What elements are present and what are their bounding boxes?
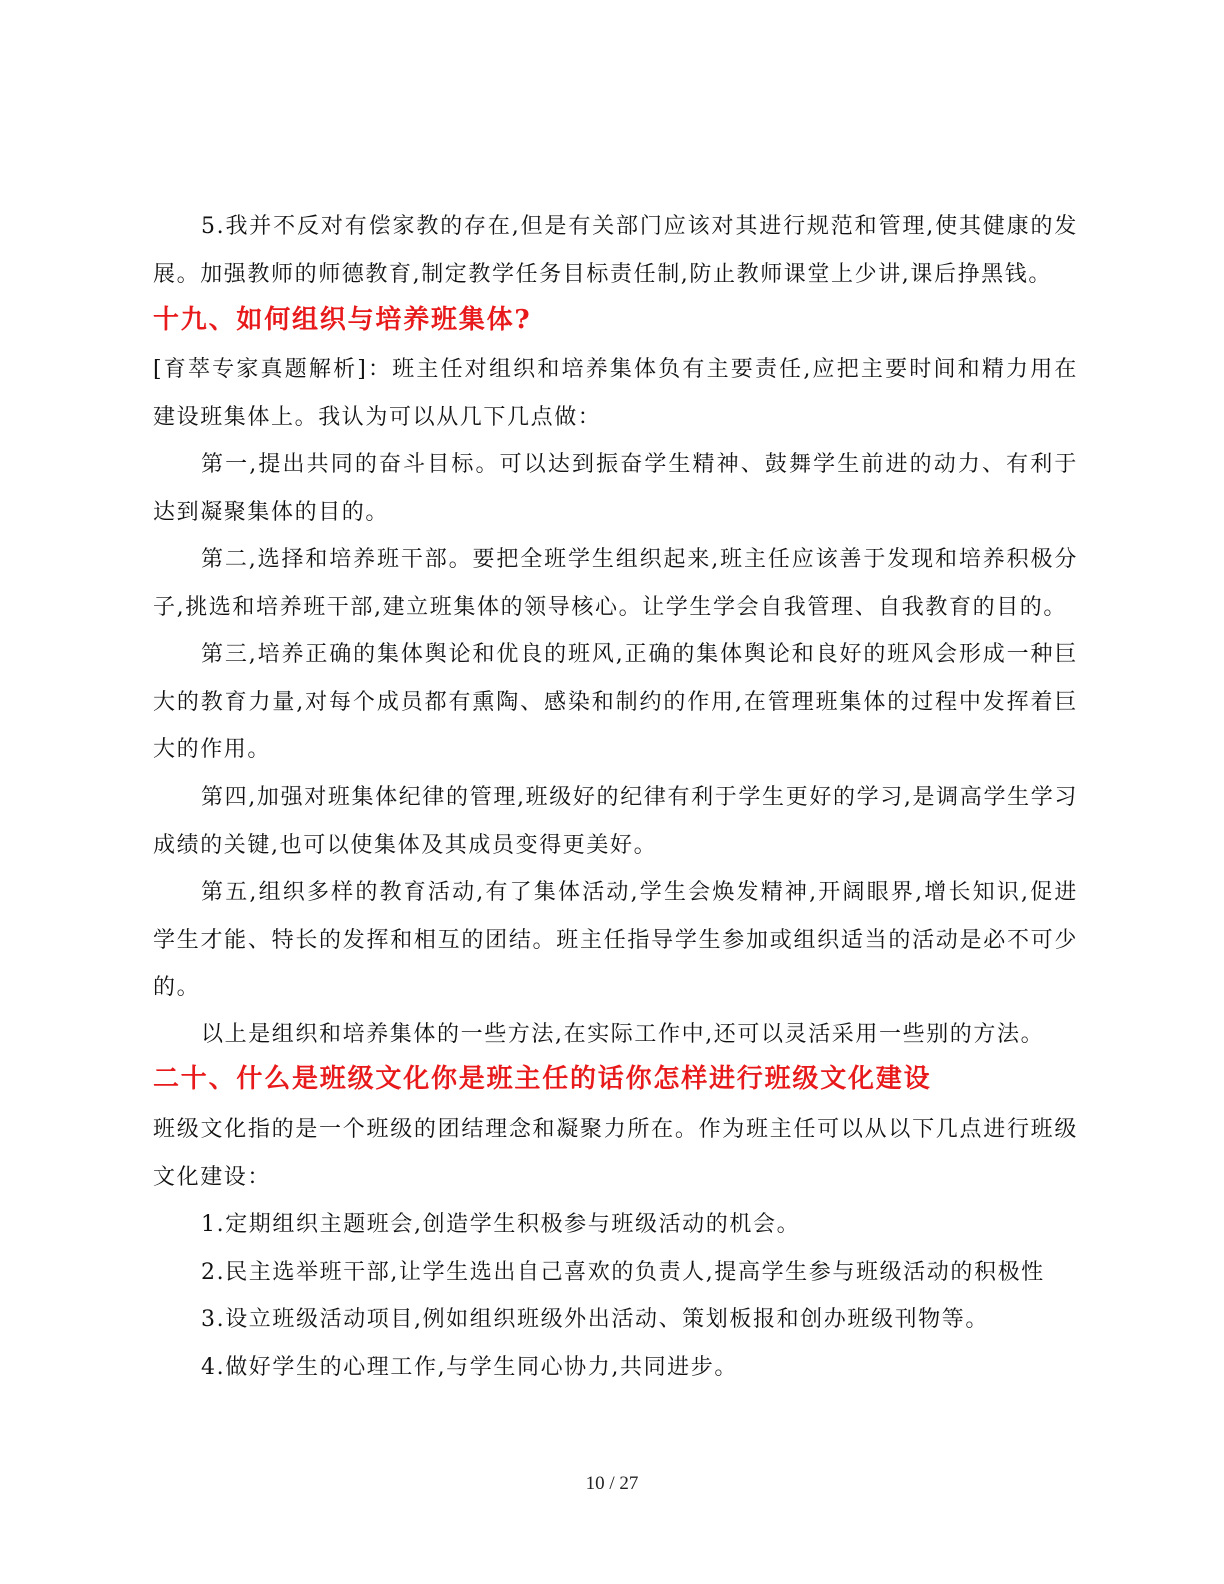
heading-section-19: 十九、如何组织与培养班集体? <box>153 305 532 335</box>
list-item-4: 4.做好学生的心理工作,与学生同心协力,共同进步。 <box>201 1355 738 1380</box>
paragraph-conclusion: 以上是组织和培养集体的一些方法,在实际工作中,还可以灵活采用一些别的方法。 <box>201 1022 1045 1047</box>
paragraph-point-5: 第五,组织多样的教育活动,有了集体活动,学生会焕发精神,开阔眼界,增长知识,促进学生才能、特长的发挥和相互的团结。班主任指导学生参加或组织适当的活动是必不可少的。 <box>153 880 1078 1000</box>
paragraph-point-1: 第一,提出共同的奋斗目标。可以达到振奋学生精神、鼓舞学生前进的动力、有利于达到凝聚集体的目的。 <box>153 452 1078 525</box>
page-number: 10 / 27 <box>585 1473 639 1494</box>
list-item-3: 3.设立班级活动项目,例如组织班级外出活动、策划板报和创办班级刊物等。 <box>201 1307 989 1332</box>
paragraph-point-4: 第四,加强对班集体纪律的管理,班级好的纪律有利于学生更好的学习,是调高学生学习成绩的关键,也可以使集体及其成员变得更美好。 <box>153 785 1078 858</box>
list-item-1: 1.定期组织主题班会,创造学生积极参与班级活动的机会。 <box>201 1212 801 1237</box>
paragraph-point-3: 第三,培养正确的集体舆论和优良的班风,正确的集体舆论和良好的班风会形成一种巨大的教育力量,对每个成员都有熏陶、感染和制约的作用,在管理班集体的过程中发挥着巨大的作用。 <box>153 642 1078 762</box>
paragraph-section-19-intro: [育萃专家真题解析]：班主任对组织和培养集体负有主要责任,应把主要时间和精力用在建设班集体上。我认为可以从几下几点做： <box>153 357 1078 430</box>
heading-section-20: 二十、什么是班级文化你是班主任的话你怎样进行班级文化建设 <box>153 1064 932 1094</box>
paragraph-point-2: 第二,选择和培养班干部。要把全班学生组织起来,班主任应该善于发现和培养积极分子,挑选和培养班干部,建立班集体的领导核心。让学生学会自我管理、自我教育的目的。 <box>153 547 1078 620</box>
paragraph-item5: 5.我并不反对有偿家教的存在,但是有关部门应该对其进行规范和管理,使其健康的发展。加强教师的师德教育,制定教学任务目标责任制,防止教师课堂上少讲,课后挣黑钱。 <box>153 214 1078 287</box>
list-item-2: 2.民主选举班干部,让学生选出自己喜欢的负责人,提高学生参与班级活动的积极性 <box>201 1260 1045 1285</box>
paragraph-section-20-intro: 班级文化指的是一个班级的团结理念和凝聚力所在。作为班主任可以从以下几点进行班级文化建设： <box>153 1117 1078 1190</box>
